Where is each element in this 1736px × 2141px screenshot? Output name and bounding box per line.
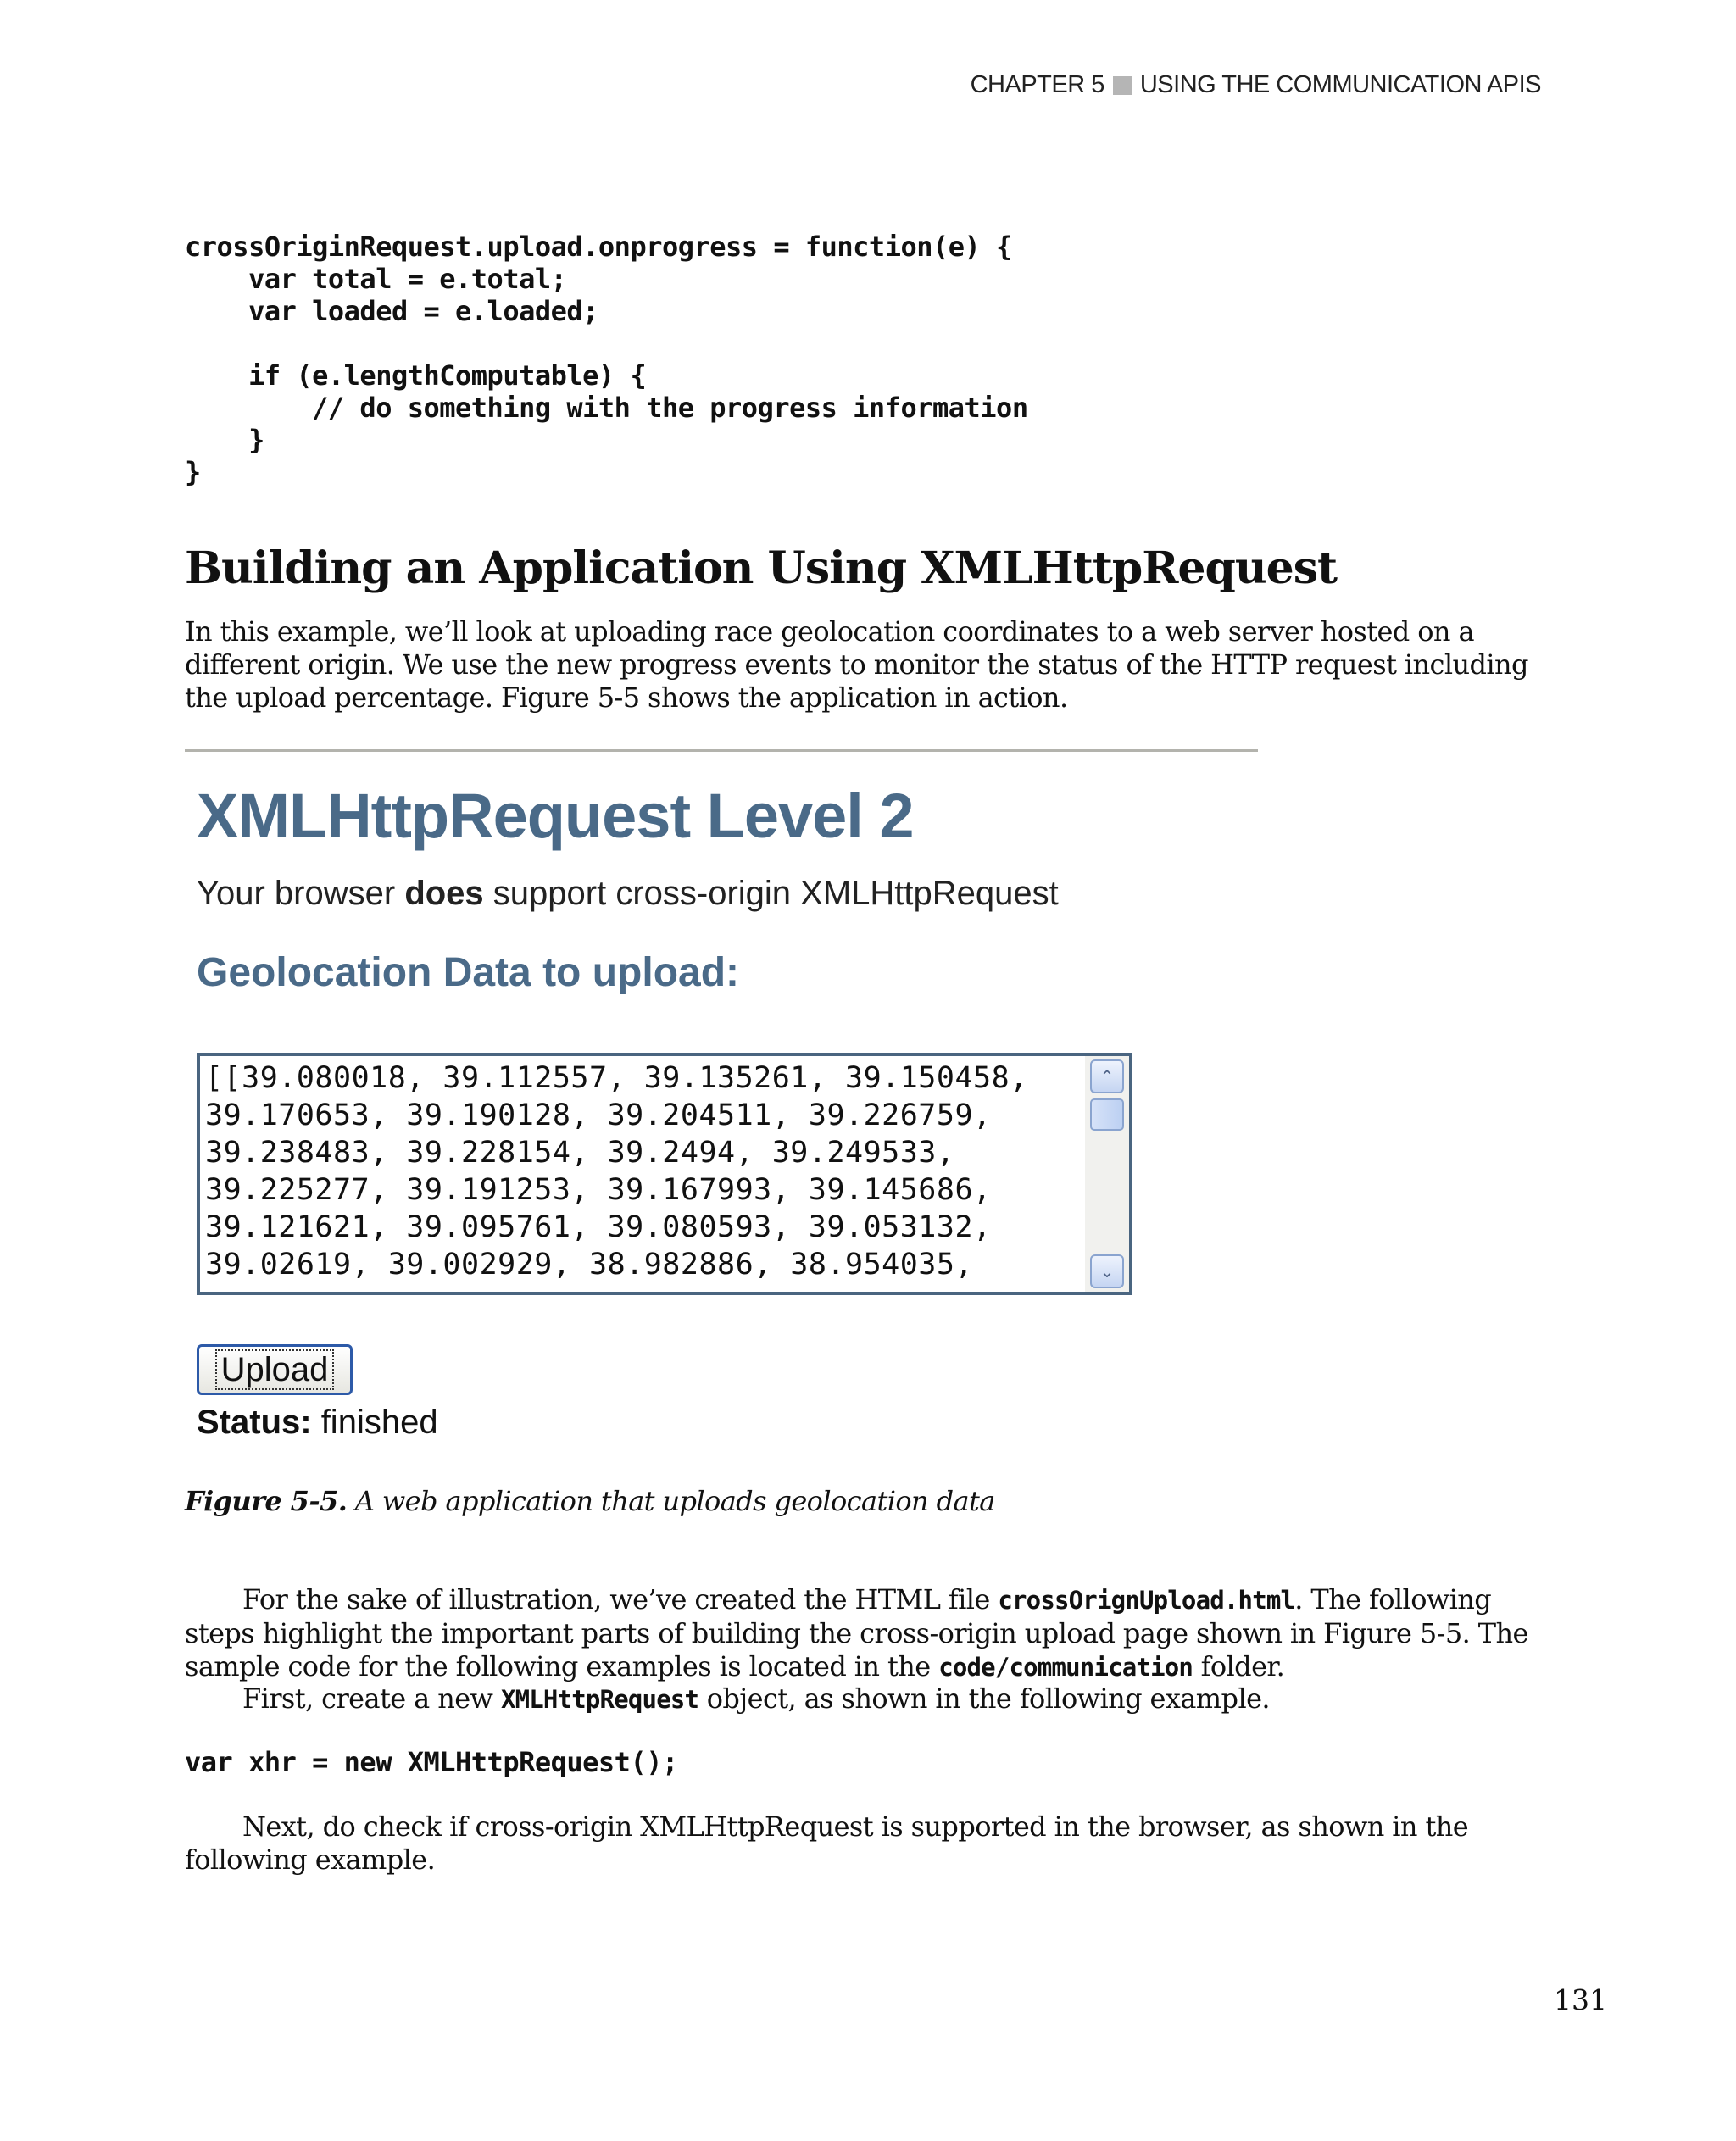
geolocation-heading: Geolocation Data to upload: — [197, 950, 740, 995]
upload-button[interactable] — [197, 1344, 353, 1395]
figure-caption — [185, 1485, 995, 1517]
scroll-up-arrow-icon[interactable]: ⌃ — [1090, 1059, 1124, 1093]
scroll-down-arrow-icon[interactable]: ⌄ — [1090, 1254, 1124, 1288]
paragraph-first-step — [185, 1682, 1541, 1716]
inline-code-filename: crossOrignUpload.html — [998, 1586, 1295, 1615]
running-head-square-icon — [1113, 76, 1132, 95]
section-heading: Building an Application Using XMLHttpRequest — [185, 542, 1338, 594]
paragraph-next-step: Next, do check if cross-origin XMLHttpRequest is supported in the browser, as shown in the following example. — [185, 1810, 1469, 1876]
geolocation-textarea-value: [[39.080018, 39.112557, 39.135261, 39.150458, 39.170653, 39.190128, 39.204511, 39.226759, 39.238483, 39.228154, 39.2494, 39.249533, 39.225277, 39.191253, 39.167993, 39.145686, 39.121621, 39.095761, 39.080593, 39.053132, 39.02619, 39.002929, 38.982886, 38.954035, — [205, 1061, 1028, 1282]
geolocation-textarea[interactable] — [197, 1053, 1132, 1295]
para-text: First, create a new — [242, 1682, 501, 1715]
status-line — [197, 1404, 438, 1442]
running-head-chapter: CHAPTER 5 — [970, 71, 1104, 98]
page-number: 131 — [1554, 1983, 1607, 2016]
scrollbar-thumb[interactable] — [1090, 1098, 1124, 1131]
inline-code-xhr: XMLHttpRequest — [500, 1685, 699, 1714]
support-suffix: support cross-origin XMLHttpRequest — [483, 875, 1059, 912]
support-message — [197, 875, 1059, 913]
textarea-scrollbar[interactable] — [1085, 1056, 1129, 1292]
para-text: For the sake of illustration, we’ve created the HTML file — [242, 1583, 999, 1615]
app-title: XMLHttpRequest Level 2 — [197, 781, 914, 851]
caption-label: Figure 5-5. — [185, 1485, 348, 1517]
upload-button-label: Upload — [218, 1352, 332, 1387]
para-text: . The following steps highlight the important parts of building the cross-origin upload page shown in Figure 5-5. The sample code for the following examples is located in the — [185, 1583, 1528, 1682]
intro-paragraph: In this example, we’ll look at uploading race geolocation coordinates to a web server hosted on a different origin. We use the new progress events to monitor the status of the HTTP request including the upload percentage. Figure 5-5 shows the application in action. — [185, 615, 1528, 714]
caption-text: A web application that uploads geolocation data — [347, 1485, 995, 1517]
para-text: object, as shown in the following example. — [698, 1682, 1270, 1715]
running-head-title: USING THE COMMUNICATION APIS — [1139, 71, 1541, 98]
figure-screenshot — [185, 754, 1258, 1483]
code-block-new-xhr: var xhr = new XMLHttpRequest(); — [185, 1746, 678, 1778]
figure-top-rule — [185, 749, 1258, 752]
code-block-onprogress: crossOriginRequest.upload.onprogress = function(e) { var total = e.total; var loaded = e.loaded; if (e.lengthComputable) { // do something with the progress information } } — [185, 231, 1028, 488]
support-bold: does — [404, 875, 484, 912]
support-prefix: Your browser — [197, 875, 405, 912]
inline-code-folder: code/communication — [938, 1653, 1194, 1682]
running-head — [971, 71, 1541, 99]
status-label: Status: — [197, 1404, 312, 1441]
status-value: finished — [311, 1404, 438, 1441]
paragraph-illustration — [185, 1583, 1541, 1684]
para-text: folder. — [1193, 1650, 1285, 1682]
